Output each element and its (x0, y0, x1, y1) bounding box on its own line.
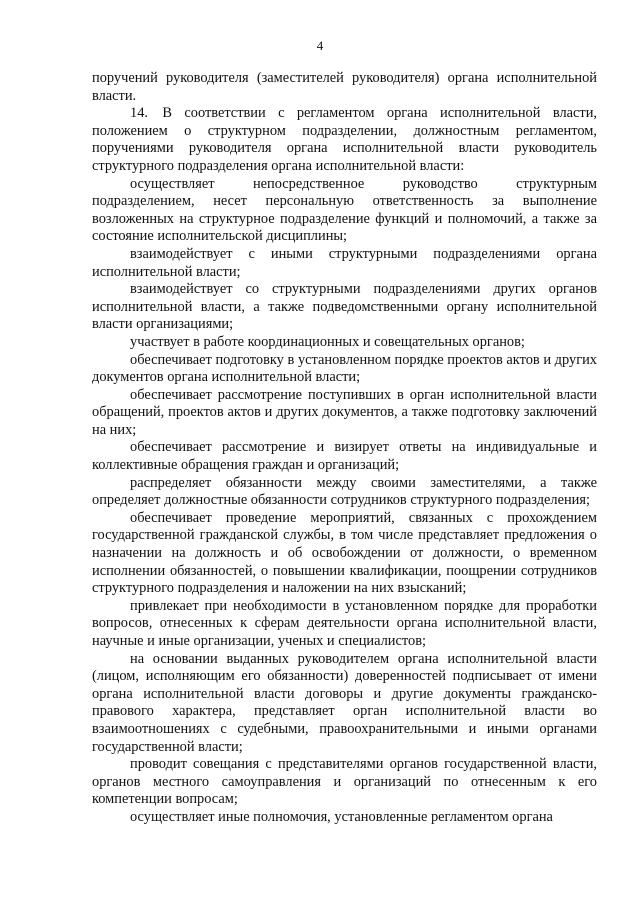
page-number: 4 (316, 38, 324, 53)
paragraph: обеспечивает подготовку в установленном порядке проектов актов и других документов органа исполнительной власти; (92, 351, 597, 386)
paragraph: поручений руководителя (заместителей руководителя) органа исполнительной власти. (92, 70, 597, 104)
paragraph: привлекает при необходимости в установленном порядке для проработки вопросов, отнесенных к сферам деятельности органа исполнительной власти, научные и иные организации, ученых и специалистов; (92, 597, 597, 649)
paragraph: обеспечивает рассмотрение и визирует ответы на индивидуальные и коллективные обращения граждан и организаций; (92, 439, 597, 474)
paragraph: осуществляет иные полномочия, установленные регламентом органа (130, 808, 553, 825)
paragraph: обеспечивает рассмотрение поступивших в орган исполнительной власти обращений, проектов актов и других документов, а также подготовку заключений на них; (92, 386, 597, 438)
paragraph: взаимодействует с иными структурными подразделениями органа исполнительной власти; (92, 245, 597, 280)
paragraph: проводит совещания с представителями органов государственной власти, органов местного самоуправления и организаций по отнесенным к его компетенции вопросам; (92, 756, 597, 808)
paragraph: участвует в работе координационных и совещательных органов; (130, 333, 525, 350)
document-body (92, 70, 597, 827)
paragraph: распределяет обязанности между своими заместителями, а также определяет должностные обязанности сотрудников структурного подразделения; (92, 474, 597, 509)
paragraph: взаимодействует со структурными подразделениями других органов исполнительной власти, а также подведомственными органу исполнительной власти организациями; (92, 281, 597, 333)
paragraph: обеспечивает проведение мероприятий, связанных с прохождением государственной гражданской службы, в том числе представляет предложения о назначении на должность и об освобождении от должности, о временном исполнении обязанностей, о повышении квалификации, поощрении сотрудников структурного подразделения и наложении на них взысканий; (92, 509, 597, 597)
paragraph: на основании выданных руководителем органа исполнительной власти (лицом, исполняющим его обязанности) доверенностей подписывает от имени органа исполнительной власти договоры и другие документы гражданско-правового характера, представляет орган исполнительной власти во взаимоотношениях с судебными, правоохранительными и иными органами государственной власти; (92, 650, 597, 755)
paragraph: осуществляет непосредственное руководство структурным подразделением, несет персональную ответственность за выполнение возложенных на структурное подразделение функций и полномочий, а также за состояние исполнительской дисциплины; (92, 175, 597, 245)
paragraph: 14. В соответствии с регламентом органа исполнительной власти, положением о структурном подразделении, должностным регламентом, поручениями руководителя органа исполнительной власти руководитель структурного подразделения органа исполнительной власти: (92, 105, 597, 174)
